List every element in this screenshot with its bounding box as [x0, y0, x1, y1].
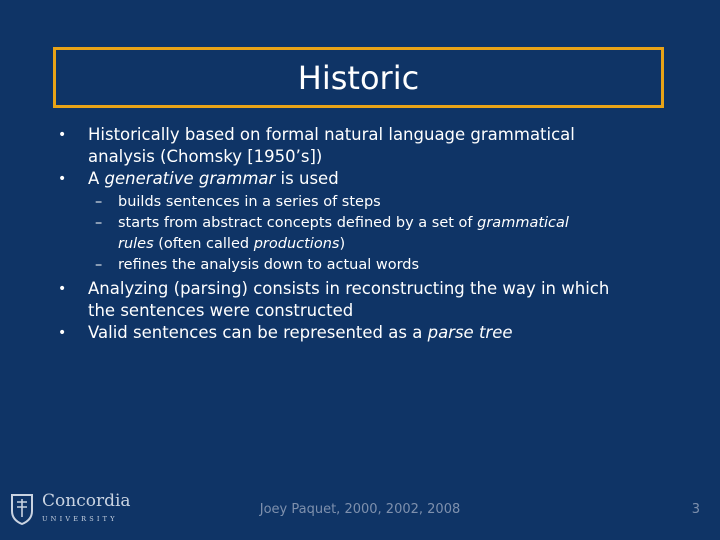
sub-item — [95, 255, 698, 276]
dash-symbol: – — [95, 215, 103, 231]
bullet-line: Historically based on formal natural language grammatical — [88, 125, 575, 144]
sub-emphasis: grammatical — [477, 215, 569, 231]
footer-text: Joey Paquet, 2000, 2002, 2008 — [259, 502, 461, 517]
sub-text: builds sentences in a series of steps — [118, 194, 381, 210]
dash-symbol: – — [95, 194, 103, 210]
bullet-item — [58, 322, 698, 344]
sub-text: (often called — [153, 236, 254, 252]
bullet-symbol: • — [58, 171, 67, 187]
bullet-text: is used — [275, 169, 339, 188]
page-number: 3 — [691, 502, 700, 517]
bullet-emphasis: generative grammar — [104, 169, 276, 188]
bullet-line: Analyzing (parsing) consists in reconstructing the way in which — [88, 279, 610, 298]
bullet-line: the sentences were constructed — [88, 301, 354, 320]
bullet-symbol: • — [58, 325, 67, 341]
logo-name: Concordia — [42, 491, 131, 511]
bullet-emphasis: parse tree — [427, 323, 513, 342]
slide-title: Historic — [297, 58, 420, 97]
dash-symbol: – — [95, 257, 103, 273]
sub-text: starts from abstract concepts defined by a set of — [118, 215, 478, 231]
bullet-item — [58, 168, 698, 190]
bullet-line: analysis (Chomsky [1950’s]) — [88, 147, 323, 166]
sub-list — [58, 192, 698, 276]
bullet-item — [58, 278, 698, 322]
sub-item — [95, 213, 698, 255]
bullet-symbol: • — [58, 127, 67, 143]
bullet-item — [58, 124, 698, 168]
sub-text: ) — [339, 236, 346, 252]
sub-text: refines the analysis down to actual words — [118, 257, 420, 273]
bullet-symbol: • — [58, 281, 67, 297]
bullet-text: A — [88, 169, 105, 188]
slide-content — [58, 124, 698, 344]
sub-emphasis: rules — [118, 236, 154, 252]
bullet-text: Valid sentences can be represented as a — [88, 323, 428, 342]
sub-emphasis: productions — [253, 236, 340, 252]
title-box — [53, 47, 664, 108]
logo-subtitle: UNIVERSITY — [42, 515, 118, 523]
sub-item — [95, 192, 698, 213]
